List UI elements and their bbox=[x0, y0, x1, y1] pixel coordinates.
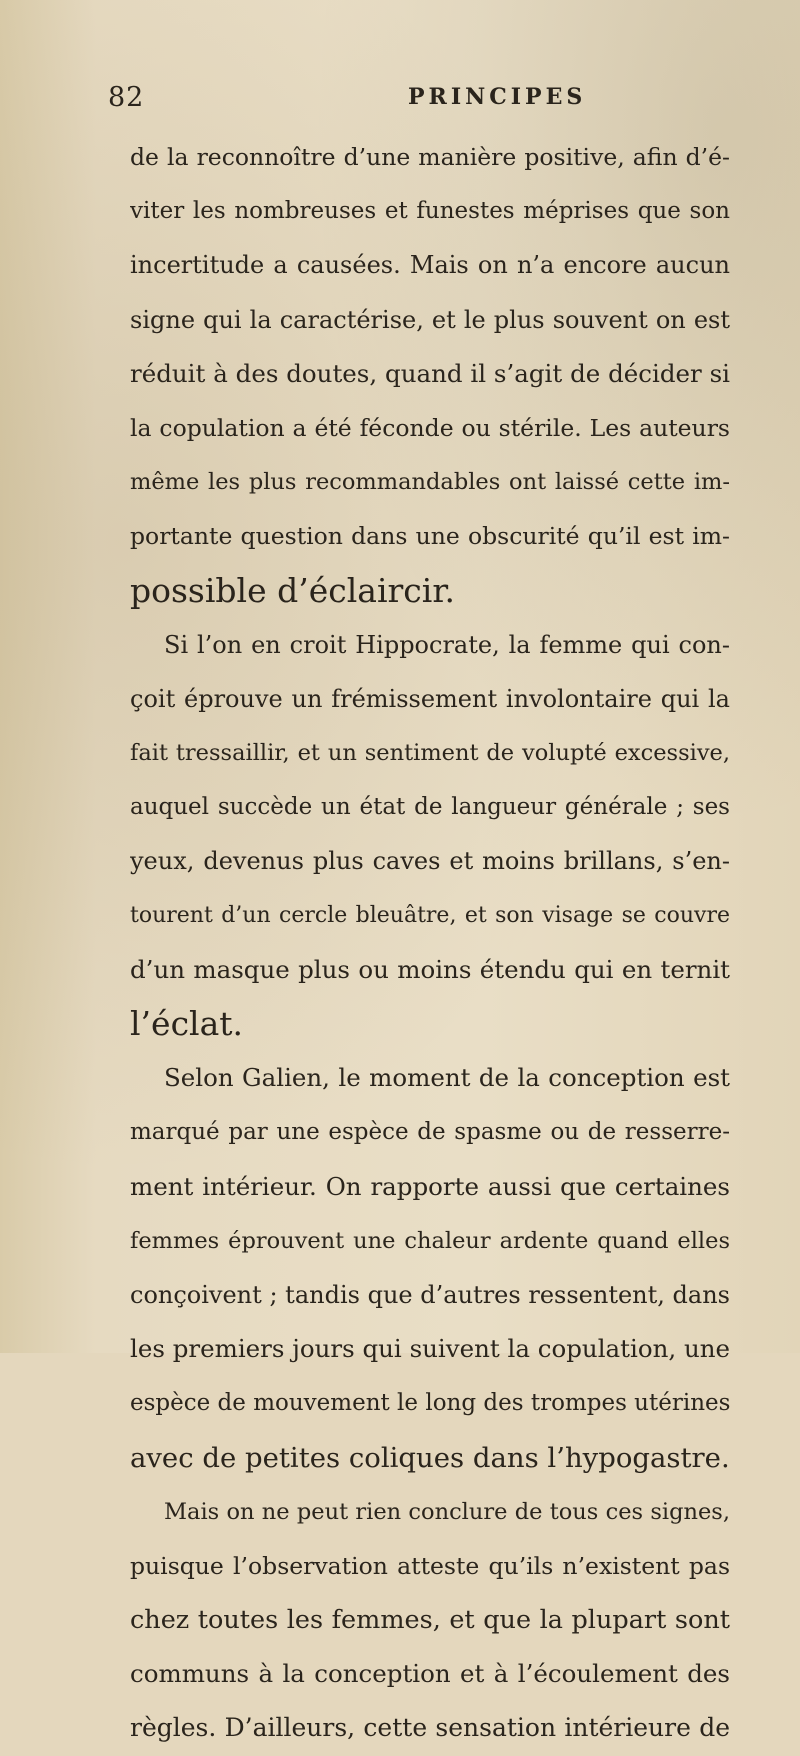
text-line: viter les nombreuses et funestes méprises que son bbox=[130, 198, 730, 225]
text-line: même les plus recommandables ont laissé cette im- bbox=[130, 469, 730, 496]
paragraph-start: Selon Galien, le moment de la conception est bbox=[164, 1063, 730, 1093]
text-line: conçoivent ; tandis que d’autres ressentent, dans bbox=[130, 1280, 730, 1309]
text-line: signe qui la caractérise, et le plus souvent on est bbox=[130, 305, 730, 334]
paragraph-start: Si l’on en croit Hippocrate, la femme qui con- bbox=[164, 630, 730, 659]
text-line: règles. D’ailleurs, cette sensation intérieure de bbox=[130, 1713, 730, 1743]
text-line: femmes éprouvent une chaleur ardente quand elles bbox=[130, 1227, 730, 1254]
text-line: l’éclat. bbox=[130, 1004, 244, 1043]
body-text bbox=[130, 130, 730, 1756]
text-line: fait tressaillir, et un sentiment de volupté excessive, bbox=[130, 740, 730, 767]
text-line: auquel succède un état de langueur générale ; ses bbox=[130, 794, 730, 821]
paragraph-start: Mais on ne peut rien conclure de tous ces signes, bbox=[164, 1498, 730, 1525]
running-head: PRINCIPES bbox=[408, 84, 587, 110]
text-line: chez toutes les femmes, et que la plupart sont bbox=[130, 1605, 730, 1636]
text-line: puisque l’observation atteste qu’ils n’existent pas bbox=[130, 1551, 730, 1580]
text-line: marqué par une espèce de spasme ou de resserre- bbox=[130, 1119, 730, 1146]
text-line: de la reconnoître d’une manière positive, afin d’é- bbox=[130, 143, 730, 171]
text-line: réduit à des doutes, quand il s’agit de décider si bbox=[130, 358, 730, 388]
text-line: çoit éprouve un frémissement involontaire qui la bbox=[130, 684, 730, 713]
text-line: les premiers jours qui suivent la copulation, une bbox=[130, 1334, 730, 1364]
text-line: espèce de mouvement le long des trompes utérines bbox=[130, 1390, 730, 1417]
page-header bbox=[108, 82, 628, 122]
text-line: possible d’éclaircir. bbox=[130, 570, 455, 610]
text-line: d’un masque plus ou moins étendu qui en ternit bbox=[130, 954, 730, 984]
text-line: tourent d’un cercle bleuâtre, et son visage se couvre bbox=[130, 902, 730, 928]
page-number: 82 bbox=[108, 82, 145, 113]
text-line: yeux, devenus plus caves et moins brillans, s’en- bbox=[130, 847, 730, 876]
text-line: communs à la conception et à l’écoulement des bbox=[130, 1659, 730, 1689]
text-line: ment intérieur. On rapporte aussi que certaines bbox=[130, 1171, 730, 1201]
text-line: avec de petites coliques dans l’hypogastre. bbox=[130, 1441, 730, 1474]
text-line: incertitude a causées. Mais on n’a encore aucun bbox=[130, 251, 730, 280]
text-line: portante question dans une obscurité qu’il est im- bbox=[130, 522, 730, 551]
text-line: la copulation a été féconde ou stérile. Les auteurs bbox=[130, 413, 730, 442]
